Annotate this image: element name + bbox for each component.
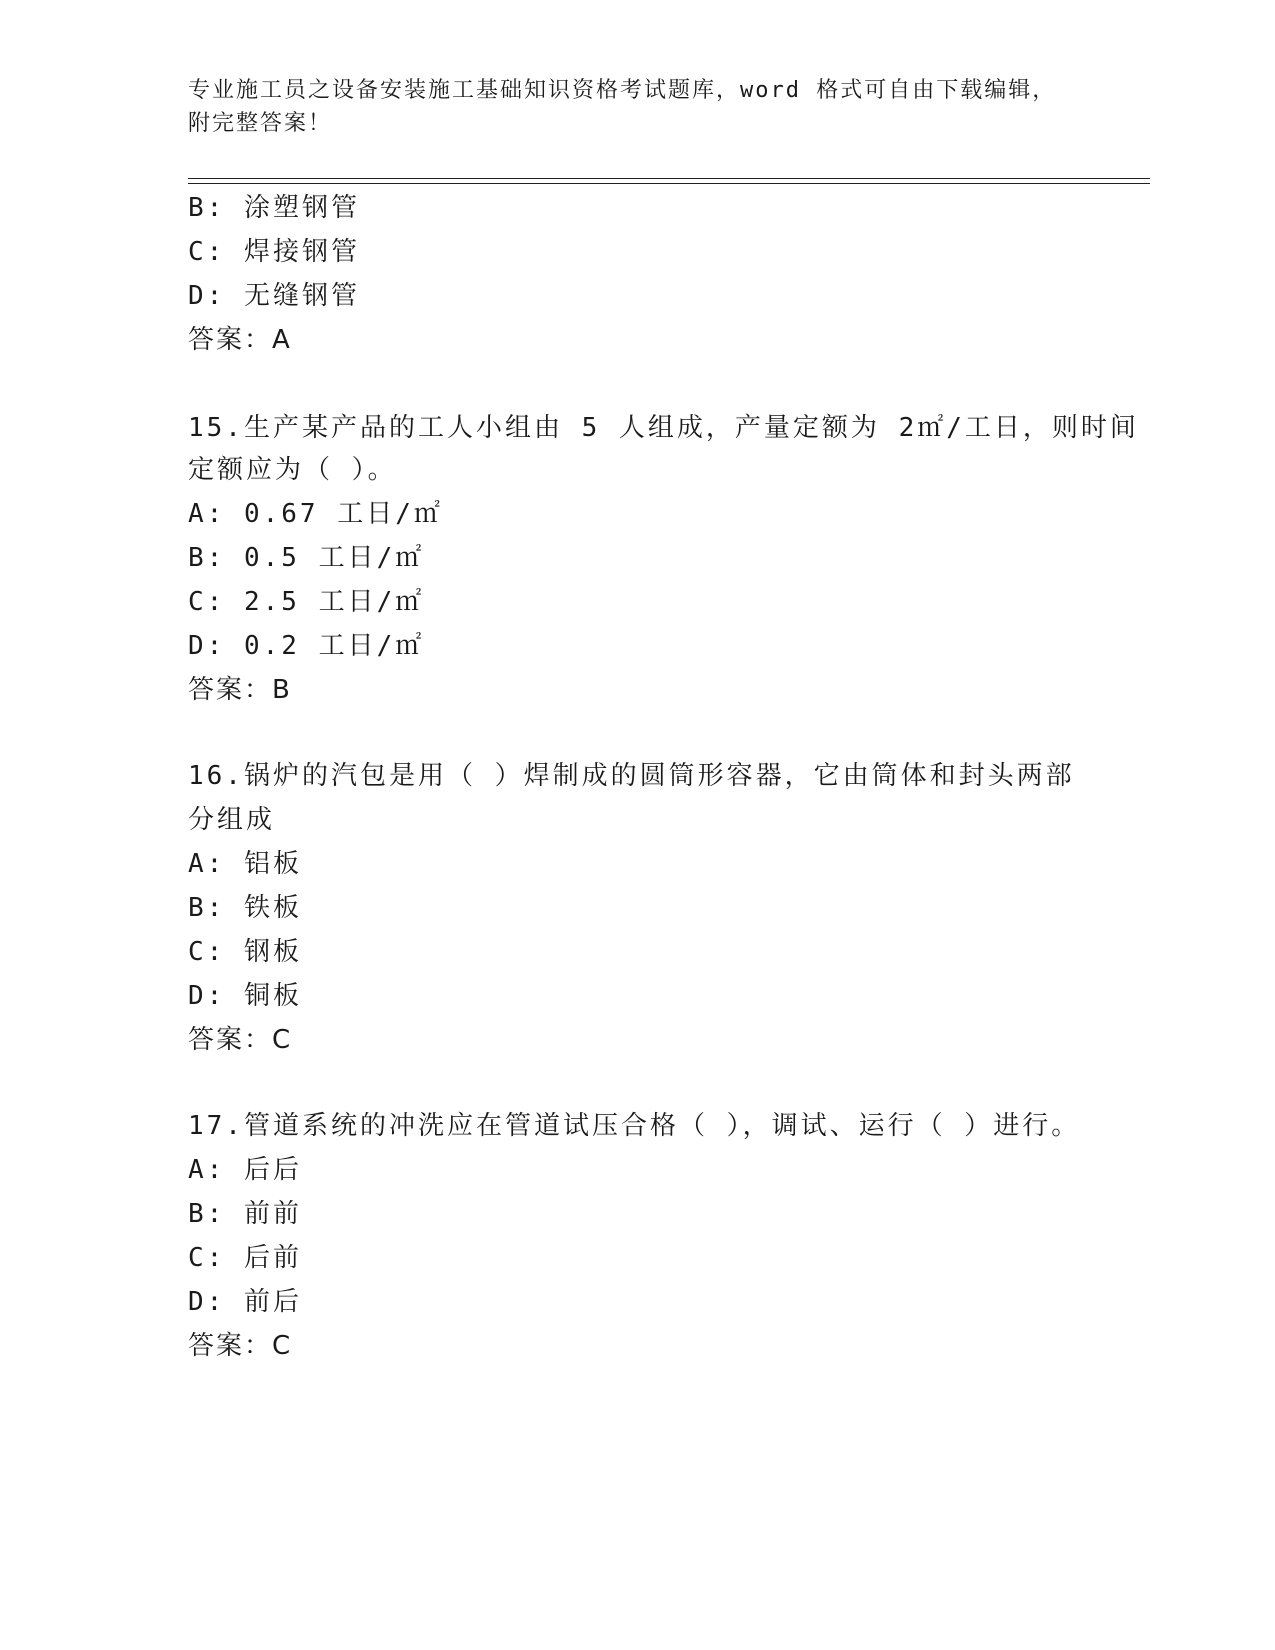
q16-stem-line-2: 分组成 xyxy=(188,805,276,835)
page-header xyxy=(188,74,1088,140)
q15-stem-line-2: 定额应为（ ）。 xyxy=(188,455,397,485)
q15-option-c: C: 2.5 工日/㎡ xyxy=(188,587,425,617)
q15-stem-line-1: 15.生产某产品的工人小组由 5 人组成，产量定额为 2㎡/工日，则时间 xyxy=(188,413,1139,443)
q16-option-c: C: 钢板 xyxy=(188,937,302,967)
q15-answer: 答案：B xyxy=(188,675,292,705)
q17-option-d: D: 前后 xyxy=(188,1287,302,1317)
q16-answer: 答案：C xyxy=(188,1025,293,1055)
q17-stem-line-1: 17.管道系统的冲洗应在管道试压合格（ ），调试、运行（ ）进行。 xyxy=(188,1111,1081,1141)
q17-option-b: B: 前前 xyxy=(188,1199,302,1229)
header-divider-bottom xyxy=(188,183,1150,184)
q16-option-d: D: 铜板 xyxy=(188,981,302,1011)
q14-option-d: D: 无缝钢管 xyxy=(188,281,360,311)
q16-stem-line-1: 16.锅炉的汽包是用（ ）焊制成的圆筒形容器，它由筒体和封头两部 xyxy=(188,761,1075,791)
q15-option-d: D: 0.2 工日/㎡ xyxy=(188,631,425,661)
q14-answer: 答案：A xyxy=(188,325,292,355)
q16-option-a: A: 铝板 xyxy=(188,849,302,879)
q17-option-a: A: 后后 xyxy=(188,1155,302,1185)
header-divider-top xyxy=(188,178,1150,179)
header-title-line-2: 附完整答案！ xyxy=(188,111,333,136)
q17-answer: 答案：C xyxy=(188,1331,293,1361)
q14-option-c: C: 焊接钢管 xyxy=(188,237,360,267)
q15-option-b: B: 0.5 工日/㎡ xyxy=(188,543,425,573)
q16-option-b: B: 铁板 xyxy=(188,893,302,923)
q14-option-b: B: 涂塑钢管 xyxy=(188,193,360,223)
q15-option-a: A: 0.67 工日/㎡ xyxy=(188,499,443,529)
q17-option-c: C: 后前 xyxy=(188,1243,302,1273)
header-title-line-1: 专业施工员之设备安装施工基础知识资格考试题库，word 格式可自由下载编辑， xyxy=(188,78,1057,103)
